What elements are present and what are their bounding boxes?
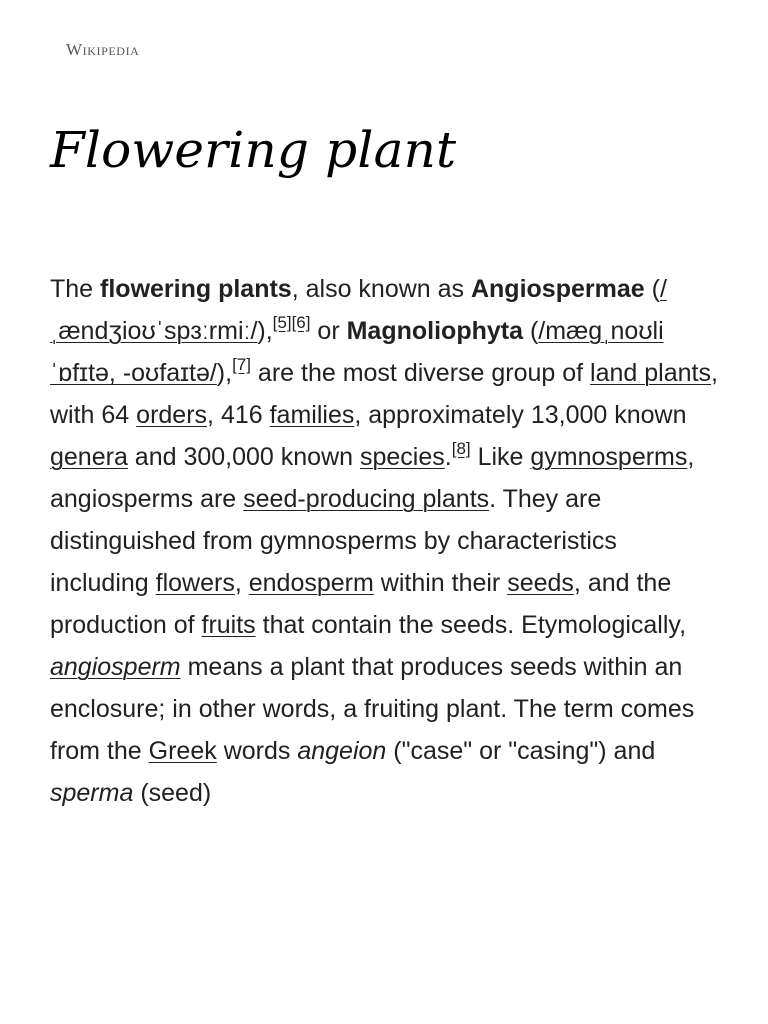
italic-sperma: sperma	[50, 779, 134, 807]
italic-angeion: angeion	[297, 737, 387, 765]
text: means a plant that produces seeds within an enclosure; in other words, a fruiting plant. The term comes from the	[50, 653, 695, 765]
ipa-pronunciation-link[interactable]: /mæɡˌnoʊliˈɒfɪtə, -oʊfaɪtə/	[50, 317, 664, 387]
link-seed-producing-plants[interactable]: seed-producing plants	[243, 485, 490, 513]
text: , approximately 13,000 known	[354, 401, 687, 429]
link-flowers[interactable]: flowers	[155, 569, 235, 597]
text: .	[444, 443, 452, 471]
link-seeds[interactable]: seeds	[507, 569, 574, 597]
text: ),	[257, 317, 273, 345]
text: ,	[234, 569, 249, 597]
reference-6[interactable]	[292, 313, 311, 332]
reference-7[interactable]	[232, 355, 251, 374]
link-land-plants[interactable]: land plants	[590, 359, 711, 387]
link-orders[interactable]: orders	[136, 401, 208, 429]
lead-paragraph	[50, 268, 718, 814]
text: The	[50, 275, 101, 303]
link-endosperm[interactable]: endosperm	[248, 569, 374, 597]
text: (seed)	[133, 779, 212, 807]
text: or	[310, 317, 347, 345]
link-species[interactable]: species	[360, 443, 445, 471]
link-genera[interactable]: genera	[50, 443, 128, 471]
text: , 416	[207, 401, 270, 429]
text: , and the production of	[50, 569, 672, 639]
ipa-pronunciation-link[interactable]: /ˌændʒioʊˈspɜːrmiː/	[50, 275, 667, 345]
text: within their	[373, 569, 508, 597]
text: . They are distinguished from gymnosperms by characteristics including	[50, 485, 617, 597]
bold-term-angiospermae: Angiospermae	[470, 275, 645, 303]
bold-term-flowering-plants: flowering plants	[100, 275, 292, 303]
text: , angiosperms are	[50, 443, 695, 513]
text: that contain the seeds. Etymologically,	[255, 611, 687, 639]
italic-angiosperm[interactable]: angiosperm	[50, 653, 181, 681]
text: are the most diverse group of	[250, 359, 591, 387]
reference-link[interactable]: [5]	[272, 312, 292, 332]
text: ),	[216, 359, 233, 387]
text: (	[523, 317, 539, 345]
link-fruits[interactable]: fruits	[201, 611, 256, 639]
link-families[interactable]: families	[269, 401, 355, 429]
text: , with 64	[50, 359, 718, 429]
reference-link[interactable]: [6]	[291, 312, 311, 332]
link-greek[interactable]: Greek	[148, 737, 217, 765]
wikipedia-wordmark[interactable]: Wikipedia	[66, 40, 140, 59]
text: ("case" or "casing") and	[386, 737, 656, 765]
page-title: Flowering plant	[50, 121, 457, 179]
reference-5[interactable]	[273, 313, 292, 332]
text: words	[216, 737, 298, 765]
text: Like	[470, 443, 531, 471]
link-gymnosperms[interactable]: gymnosperms	[530, 443, 688, 471]
text: (	[644, 275, 660, 303]
text: , also known as	[291, 275, 471, 303]
reference-link[interactable]: [7]	[232, 354, 251, 374]
link-angiosperm[interactable]	[50, 653, 181, 681]
bold-term-magnoliophyta: Magnoliophyta	[346, 317, 523, 345]
reference-8[interactable]	[452, 439, 471, 458]
text: and 300,000 known	[127, 443, 360, 471]
reference-link[interactable]: [8]	[451, 438, 471, 458]
